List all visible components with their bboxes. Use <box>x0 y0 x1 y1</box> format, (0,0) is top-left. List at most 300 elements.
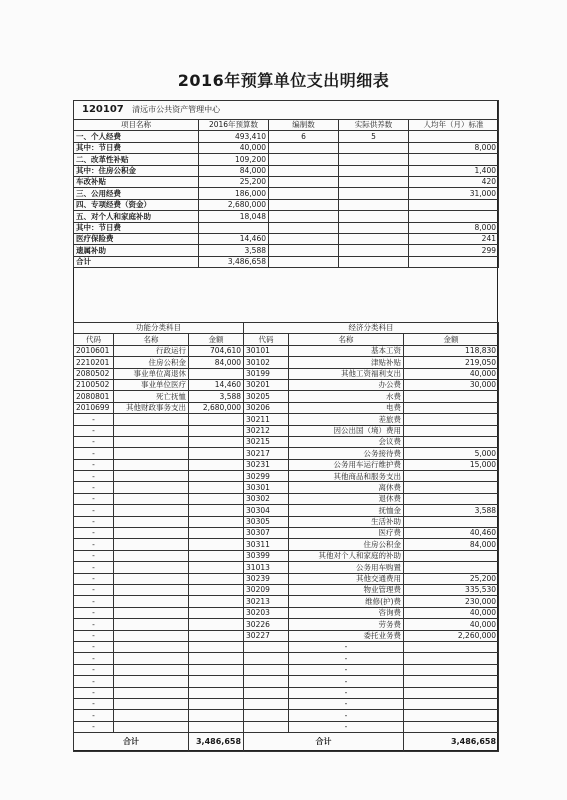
econ-name-cell: - <box>289 710 404 721</box>
econ-code-cell <box>244 664 289 675</box>
summary-item-name: 其中：住房公积金 <box>74 165 199 176</box>
func-code-cell: - <box>74 721 114 732</box>
summary-standard-cell: 241 <box>409 233 499 244</box>
summary-standard-cell: 299 <box>409 245 499 256</box>
econ-code-cell: 30213 <box>244 596 289 607</box>
econ-name-cell: - <box>289 676 404 687</box>
econ-amount-cell <box>404 391 499 402</box>
summary-standard-cell <box>409 131 499 142</box>
summary-item-name: 一、个人经费 <box>74 131 199 142</box>
econ-amount-cell: 230,000 <box>404 596 499 607</box>
summary-standard-cell <box>409 199 499 210</box>
func-amount-cell <box>189 471 244 482</box>
summary-item-name: 其中：节日费 <box>74 222 199 233</box>
summary-staff-cell <box>269 176 339 187</box>
econ-code-cell: 30239 <box>244 573 289 584</box>
summary-table <box>73 100 499 268</box>
func-code-cell: - <box>74 414 114 425</box>
econ-name-cell: 津贴补贴 <box>289 357 404 368</box>
econ-code-cell <box>244 721 289 732</box>
func-amount-cell <box>189 698 244 709</box>
detail-row <box>74 493 499 504</box>
summary-budget-cell: 25,200 <box>199 176 269 187</box>
func-amount-cell <box>189 619 244 630</box>
detail-row <box>74 368 499 379</box>
summary-row <box>74 142 499 153</box>
econ-name-cell: 其他工资福利支出 <box>289 368 404 379</box>
econ-name-cell: 委托业务费 <box>289 630 404 641</box>
summary-budget-cell: 2,680,000 <box>199 199 269 210</box>
summary-staff-cell <box>269 245 339 256</box>
func-name-cell <box>114 482 189 493</box>
econ-name-cell: 公务接待费 <box>289 448 404 459</box>
econ-amount-cell: 25,200 <box>404 573 499 584</box>
func-code-cell: - <box>74 710 114 721</box>
econ-amount-cell <box>404 482 499 493</box>
func-amount-cell <box>189 516 244 527</box>
detail-row <box>74 425 499 436</box>
func-name-cell <box>114 562 189 573</box>
func-code-cell: - <box>74 596 114 607</box>
col-header-econ-code: 代码 <box>244 334 289 345</box>
detail-row <box>74 721 499 732</box>
func-name-cell <box>114 414 189 425</box>
econ-code-cell: 30209 <box>244 584 289 595</box>
func-name-cell: 事业单位离退休 <box>114 368 189 379</box>
col-header-func-name: 名称 <box>114 334 189 345</box>
detail-row <box>74 402 499 413</box>
function-section-title: 功能分类科目 <box>74 323 244 334</box>
detail-row <box>74 630 499 641</box>
func-name-cell <box>114 550 189 561</box>
summary-actual-cell <box>339 245 409 256</box>
summary-standard-cell: 31,000 <box>409 188 499 199</box>
summary-header-row <box>74 120 499 131</box>
econ-code-cell: 30201 <box>244 379 289 390</box>
summary-item-name: 合计 <box>74 256 199 267</box>
func-amount-cell: 14,460 <box>189 379 244 390</box>
summary-row <box>74 131 499 142</box>
econ-amount-cell: 2,260,000 <box>404 630 499 641</box>
func-code-cell: - <box>74 459 114 470</box>
total-value-left: 3,486,658 <box>189 733 244 752</box>
summary-standard-cell: 420 <box>409 176 499 187</box>
detail-table <box>73 322 499 752</box>
econ-amount-cell <box>404 721 499 732</box>
detail-row <box>74 550 499 561</box>
func-name-cell <box>114 687 189 698</box>
econ-amount-cell <box>404 676 499 687</box>
func-amount-cell <box>189 641 244 652</box>
summary-budget-cell: 3,486,658 <box>199 256 269 267</box>
func-code-cell: - <box>74 607 114 618</box>
func-name-cell <box>114 653 189 664</box>
summary-item-name: 其中：节日费 <box>74 142 199 153</box>
func-amount-cell <box>189 653 244 664</box>
summary-row <box>74 188 499 199</box>
econ-code-cell: 30199 <box>244 368 289 379</box>
econ-name-cell: - <box>289 641 404 652</box>
econ-amount-cell: 118,830 <box>404 345 499 356</box>
econ-name-cell: 基本工资 <box>289 345 404 356</box>
func-amount-cell <box>189 448 244 459</box>
econ-amount-cell <box>404 550 499 561</box>
func-amount-cell <box>189 459 244 470</box>
summary-budget-cell: 186,000 <box>199 188 269 199</box>
detail-header-row <box>74 334 499 345</box>
detail-row <box>74 528 499 539</box>
summary-budget-cell <box>199 222 269 233</box>
func-code-cell: - <box>74 482 114 493</box>
econ-name-cell: 维修(护)费 <box>289 596 404 607</box>
summary-item-name: 医疗保险费 <box>74 233 199 244</box>
summary-actual-cell <box>339 154 409 165</box>
econ-amount-cell <box>404 414 499 425</box>
func-name-cell <box>114 448 189 459</box>
func-amount-cell <box>189 414 244 425</box>
summary-budget-cell: 109,200 <box>199 154 269 165</box>
econ-name-cell: 咨询费 <box>289 607 404 618</box>
detail-row <box>74 436 499 447</box>
unit-name: 清远市公共资产管理中心 <box>132 105 221 114</box>
econ-amount-cell <box>404 436 499 447</box>
detail-row <box>74 345 499 356</box>
econ-code-cell: 30302 <box>244 493 289 504</box>
econ-name-cell: - <box>289 721 404 732</box>
summary-budget-cell: 493,410 <box>199 131 269 142</box>
func-name-cell <box>114 528 189 539</box>
func-code-cell: - <box>74 516 114 527</box>
func-amount-cell <box>189 687 244 698</box>
func-name-cell <box>114 516 189 527</box>
summary-standard-cell: 8,000 <box>409 222 499 233</box>
func-amount-cell <box>189 584 244 595</box>
unit-header <box>74 101 499 120</box>
econ-amount-cell: 30,000 <box>404 379 499 390</box>
econ-code-cell <box>244 653 289 664</box>
summary-standard-cell <box>409 211 499 222</box>
summary-actual-cell <box>339 222 409 233</box>
econ-code-cell: 30311 <box>244 539 289 550</box>
func-name-cell: 住房公积金 <box>114 357 189 368</box>
econ-amount-cell <box>404 425 499 436</box>
econ-amount-cell: 84,000 <box>404 539 499 550</box>
econ-code-cell: 30215 <box>244 436 289 447</box>
econ-name-cell: 因公出国（境）费用 <box>289 425 404 436</box>
econ-amount-cell <box>404 641 499 652</box>
econ-code-cell: 30301 <box>244 482 289 493</box>
summary-row <box>74 256 499 267</box>
econ-amount-cell <box>404 516 499 527</box>
func-amount-cell <box>189 368 244 379</box>
summary-row <box>74 211 499 222</box>
func-code-cell: - <box>74 436 114 447</box>
detail-row <box>74 653 499 664</box>
detail-row <box>74 641 499 652</box>
econ-code-cell: 30102 <box>244 357 289 368</box>
func-name-cell <box>114 471 189 482</box>
detail-row <box>74 596 499 607</box>
econ-name-cell: - <box>289 687 404 698</box>
func-name-cell <box>114 607 189 618</box>
detail-row <box>74 505 499 516</box>
summary-standard-cell: 1,400 <box>409 165 499 176</box>
summary-item-name: 二、改革性补贴 <box>74 154 199 165</box>
detail-row <box>74 562 499 573</box>
econ-amount-cell <box>404 698 499 709</box>
econ-code-cell <box>244 687 289 698</box>
func-code-cell: - <box>74 448 114 459</box>
econ-amount-cell: 40,460 <box>404 528 499 539</box>
func-name-cell <box>114 721 189 732</box>
econ-amount-cell: 219,050 <box>404 357 499 368</box>
detail-row <box>74 482 499 493</box>
econ-name-cell: 水费 <box>289 391 404 402</box>
econ-code-cell: 30101 <box>244 345 289 356</box>
summary-budget-cell: 18,048 <box>199 211 269 222</box>
func-amount-cell <box>189 630 244 641</box>
func-name-cell <box>114 493 189 504</box>
detail-row <box>74 379 499 390</box>
econ-code-cell: 30211 <box>244 414 289 425</box>
summary-budget-cell: 14,460 <box>199 233 269 244</box>
func-amount-cell <box>189 573 244 584</box>
summary-actual-cell <box>339 188 409 199</box>
func-name-cell <box>114 539 189 550</box>
summary-actual-cell <box>339 142 409 153</box>
econ-amount-cell <box>404 710 499 721</box>
econ-code-cell <box>244 710 289 721</box>
func-amount-cell: 84,000 <box>189 357 244 368</box>
econ-name-cell: 差旅费 <box>289 414 404 425</box>
econ-name-cell: - <box>289 653 404 664</box>
func-code-cell: - <box>74 664 114 675</box>
func-amount-cell <box>189 676 244 687</box>
col-header-standard: 人均年（月）标准 <box>409 120 499 131</box>
summary-item-name: 四、专项经费（资金） <box>74 199 199 210</box>
econ-name-cell: 电费 <box>289 402 404 413</box>
summary-actual-cell <box>339 211 409 222</box>
func-code-cell: - <box>74 493 114 504</box>
col-header-func-amount: 金额 <box>189 334 244 345</box>
func-name-cell <box>114 436 189 447</box>
detail-row <box>74 584 499 595</box>
econ-code-cell: 30307 <box>244 528 289 539</box>
econ-name-cell: 离休费 <box>289 482 404 493</box>
func-code-cell: - <box>74 539 114 550</box>
detail-row <box>74 698 499 709</box>
col-header-econ-amount: 金额 <box>404 334 499 345</box>
detail-row <box>74 357 499 368</box>
econ-code-cell <box>244 698 289 709</box>
summary-staff-cell <box>269 233 339 244</box>
summary-item-name: 三、公用经费 <box>74 188 199 199</box>
func-name-cell <box>114 619 189 630</box>
func-code-cell: - <box>74 687 114 698</box>
unit-code: 120107 <box>82 104 124 115</box>
summary-staff-cell: 6 <box>269 131 339 142</box>
summary-item-name: 遗属补助 <box>74 245 199 256</box>
detail-row <box>74 710 499 721</box>
col-header-func-code: 代码 <box>74 334 114 345</box>
detail-row <box>74 573 499 584</box>
func-amount-cell <box>189 493 244 504</box>
func-amount-cell <box>189 607 244 618</box>
func-amount-cell: 3,588 <box>189 391 244 402</box>
econ-amount-cell: 15,000 <box>404 459 499 470</box>
econ-amount-cell <box>404 687 499 698</box>
func-code-cell: 2080502 <box>74 368 114 379</box>
summary-staff-cell <box>269 256 339 267</box>
econ-code-cell: 30304 <box>244 505 289 516</box>
detail-row <box>74 471 499 482</box>
page-title: 2016年预算单位支出明细表 <box>177 71 390 90</box>
total-label-right: 合计 <box>244 733 404 752</box>
total-label-left: 合计 <box>74 733 189 752</box>
econ-code-cell: 31013 <box>244 562 289 573</box>
func-code-cell: - <box>74 676 114 687</box>
func-name-cell <box>114 505 189 516</box>
econ-name-cell: 其他商品和服务支出 <box>289 471 404 482</box>
func-code-cell: - <box>74 573 114 584</box>
func-code-cell: 2080801 <box>74 391 114 402</box>
econ-amount-cell: 40,000 <box>404 619 499 630</box>
func-code-cell: - <box>74 698 114 709</box>
func-amount-cell <box>189 664 244 675</box>
summary-row <box>74 176 499 187</box>
detail-total-row <box>74 733 499 752</box>
func-code-cell: 2210201 <box>74 357 114 368</box>
summary-budget-cell: 84,000 <box>199 165 269 176</box>
func-name-cell <box>114 641 189 652</box>
func-code-cell: - <box>74 471 114 482</box>
func-name-cell <box>114 573 189 584</box>
summary-staff-cell <box>269 142 339 153</box>
func-amount-cell <box>189 596 244 607</box>
detail-row <box>74 676 499 687</box>
summary-staff-cell <box>269 222 339 233</box>
econ-code-cell: 30399 <box>244 550 289 561</box>
func-amount-cell <box>189 562 244 573</box>
summary-standard-cell <box>409 256 499 267</box>
econ-name-cell: 办公费 <box>289 379 404 390</box>
summary-actual-cell <box>339 233 409 244</box>
summary-budget-cell: 40,000 <box>199 142 269 153</box>
econ-name-cell: - <box>289 698 404 709</box>
summary-staff-cell <box>269 211 339 222</box>
total-value-right: 3,486,658 <box>404 733 499 752</box>
detail-section-row <box>74 323 499 334</box>
func-code-cell: - <box>74 653 114 664</box>
econ-amount-cell <box>404 402 499 413</box>
func-amount-cell <box>189 539 244 550</box>
econ-name-cell: 会议费 <box>289 436 404 447</box>
econ-name-cell: 物业管理费 <box>289 584 404 595</box>
func-amount-cell <box>189 721 244 732</box>
detail-row <box>74 459 499 470</box>
func-code-cell: - <box>74 425 114 436</box>
func-code-cell: - <box>74 562 114 573</box>
econ-code-cell: 30226 <box>244 619 289 630</box>
detail-row <box>74 516 499 527</box>
summary-item-name: 五、对个人和家庭补助 <box>74 211 199 222</box>
func-name-cell <box>114 676 189 687</box>
detail-row <box>74 539 499 550</box>
economic-section-title: 经济分类科目 <box>244 323 499 334</box>
func-code-cell: - <box>74 584 114 595</box>
econ-code-cell: 30299 <box>244 471 289 482</box>
econ-amount-cell: 3,588 <box>404 505 499 516</box>
econ-name-cell: 抚恤金 <box>289 505 404 516</box>
col-header-staff: 编制数 <box>269 120 339 131</box>
econ-code-cell: 30212 <box>244 425 289 436</box>
econ-code-cell: 30205 <box>244 391 289 402</box>
econ-amount-cell <box>404 493 499 504</box>
func-name-cell <box>114 664 189 675</box>
econ-code-cell: 30217 <box>244 448 289 459</box>
func-amount-cell <box>189 436 244 447</box>
summary-row <box>74 165 499 176</box>
summary-row <box>74 245 499 256</box>
econ-code-cell: 30231 <box>244 459 289 470</box>
econ-code-cell <box>244 676 289 687</box>
func-amount-cell <box>189 505 244 516</box>
func-code-cell: 2100502 <box>74 379 114 390</box>
func-name-cell <box>114 425 189 436</box>
func-name-cell: 事业单位医疗 <box>114 379 189 390</box>
summary-standard-cell: 8,000 <box>409 142 499 153</box>
func-name-cell: 行政运行 <box>114 345 189 356</box>
func-name-cell: 其他财政事务支出 <box>114 402 189 413</box>
func-name-cell <box>114 698 189 709</box>
econ-name-cell: 其他对个人和家庭的补助 <box>289 550 404 561</box>
col-header-name: 项目名称 <box>74 120 199 131</box>
econ-amount-cell: 5,000 <box>404 448 499 459</box>
col-header-actual: 实际供养数 <box>339 120 409 131</box>
econ-name-cell: 公务用车购置 <box>289 562 404 573</box>
econ-amount-cell <box>404 664 499 675</box>
econ-name-cell: 公务用车运行维护费 <box>289 459 404 470</box>
func-amount-cell <box>189 482 244 493</box>
summary-row <box>74 233 499 244</box>
func-code-cell: - <box>74 550 114 561</box>
summary-row <box>74 154 499 165</box>
summary-staff-cell <box>269 199 339 210</box>
econ-amount-cell <box>404 653 499 664</box>
detail-row <box>74 619 499 630</box>
func-code-cell: - <box>74 505 114 516</box>
econ-code-cell: 30305 <box>244 516 289 527</box>
summary-row <box>74 199 499 210</box>
summary-budget-cell: 3,588 <box>199 245 269 256</box>
func-name-cell <box>114 459 189 470</box>
func-amount-cell: 704,610 <box>189 345 244 356</box>
econ-amount-cell <box>404 471 499 482</box>
econ-name-cell: - <box>289 664 404 675</box>
func-amount-cell <box>189 710 244 721</box>
econ-amount-cell: 40,000 <box>404 607 499 618</box>
func-code-cell: 2010601 <box>74 345 114 356</box>
econ-name-cell: 退休费 <box>289 493 404 504</box>
econ-name-cell: 劳务费 <box>289 619 404 630</box>
detail-row <box>74 687 499 698</box>
func-name-cell <box>114 596 189 607</box>
func-amount-cell <box>189 550 244 561</box>
detail-row <box>74 414 499 425</box>
summary-actual-cell <box>339 256 409 267</box>
func-code-cell: 2010699 <box>74 402 114 413</box>
func-code-cell: - <box>74 641 114 652</box>
